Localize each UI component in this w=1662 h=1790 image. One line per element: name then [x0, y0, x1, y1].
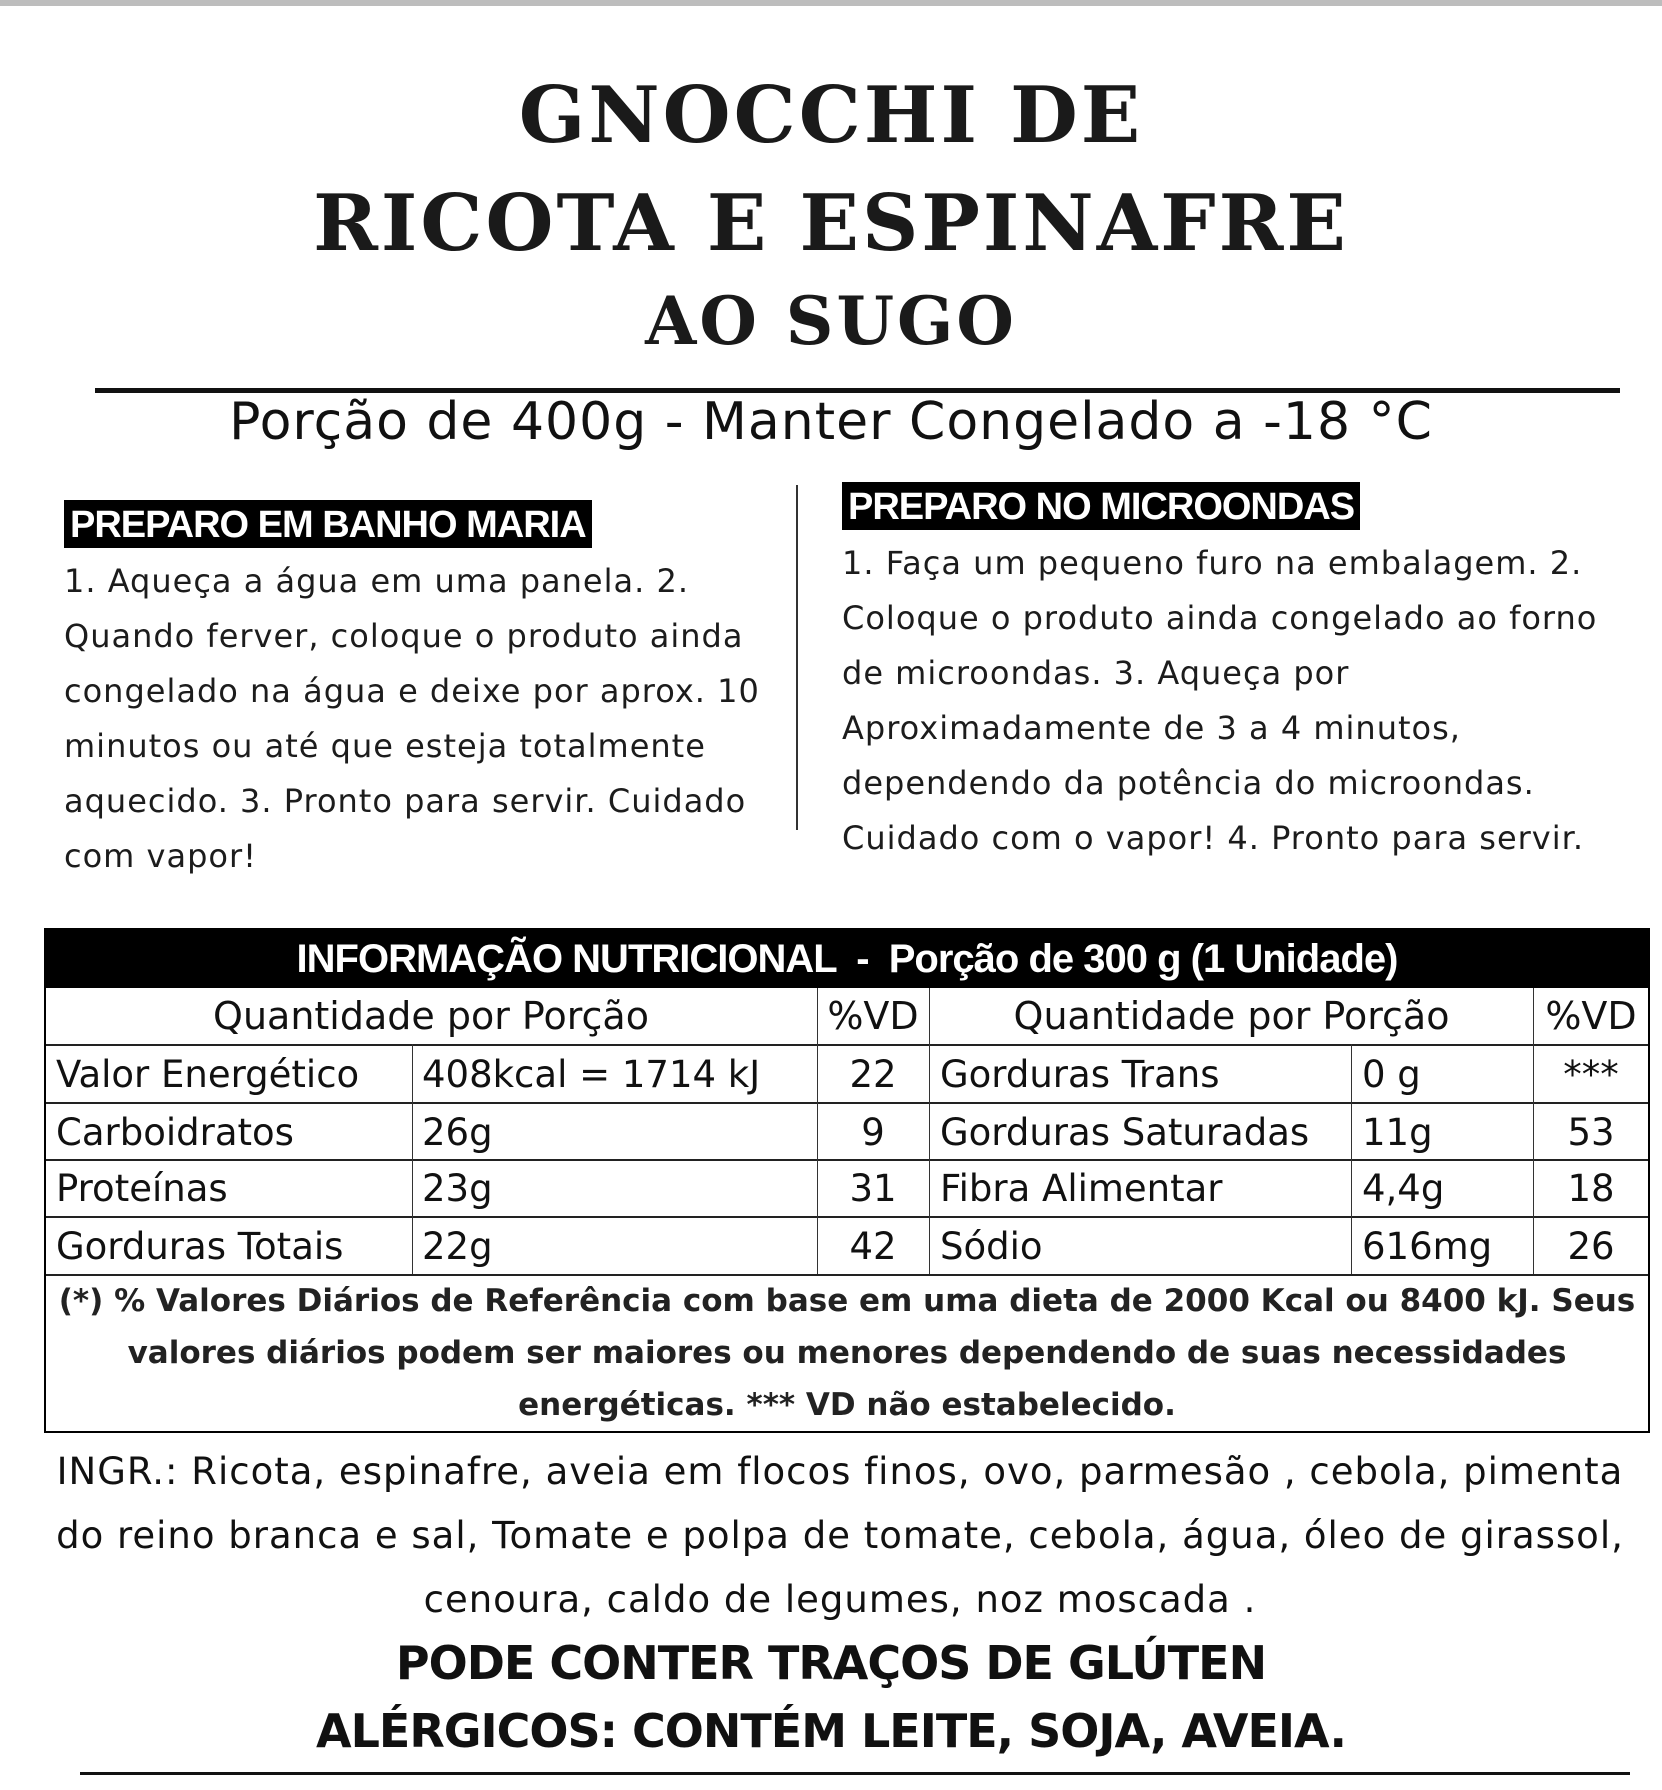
- prep-water-section: [64, 500, 774, 884]
- nutrient-name: Fibra Alimentar: [940, 1166, 1223, 1210]
- top-edge: [0, 0, 1662, 6]
- column-divider: [796, 485, 798, 830]
- product-title-line-3: AO SUGO: [645, 282, 1017, 360]
- nutrient-name: Sódio: [940, 1224, 1043, 1268]
- nutrient-amount: 22g: [422, 1224, 493, 1268]
- col-line: [1533, 988, 1534, 1274]
- portion-storage-line: Porção de 400g - Manter Congelado a -18 °C: [229, 392, 1433, 452]
- row-line: [46, 1102, 1648, 1104]
- nutrient-name: Proteínas: [56, 1166, 228, 1210]
- nutrient-amount: 23g: [422, 1166, 493, 1210]
- prep-micro-section: [842, 482, 1632, 866]
- product-title-line-1: GNOCCHI DE: [518, 70, 1144, 161]
- nutrient-vd: 26: [1567, 1224, 1615, 1268]
- nutrient-name: Gorduras Totais: [56, 1224, 344, 1268]
- nutrient-amount: 26g: [422, 1110, 493, 1154]
- nutrient-name: Carboidratos: [56, 1110, 294, 1154]
- col-line: [412, 1044, 413, 1274]
- nutrient-name: Gorduras Trans: [940, 1052, 1220, 1096]
- left-vd-header: %VD: [827, 994, 919, 1038]
- nutrient-vd: 9: [861, 1110, 885, 1154]
- nutrient-name: Valor Energético: [56, 1052, 360, 1096]
- bottom-divider: [80, 1772, 1630, 1775]
- nutrient-amount: 616mg: [1362, 1224, 1493, 1268]
- gluten-warning: PODE CONTER TRAÇOS DE GLÚTEN: [395, 1636, 1267, 1690]
- nutrient-amount: 11g: [1362, 1110, 1433, 1154]
- allergen-warning: ALÉRGICOS: CONTÉM LEITE, SOJA, AVEIA.: [316, 1704, 1346, 1758]
- nutrient-amount: 408kcal = 1714 kJ: [422, 1052, 761, 1096]
- nutrient-vd: 31: [849, 1166, 897, 1210]
- nutrient-amount: 4,4g: [1362, 1166, 1445, 1210]
- row-line: [46, 1216, 1648, 1218]
- prep-water-instructions: 1. Aqueça a água em uma panela. 2. Quando ferver, coloque o produto ainda congelado na água e deixe por aprox. 10 minutos ou até que esteja totalmente aquecido. 3. Pronto para servir. Cuidado com vapor!: [64, 562, 760, 875]
- nutrient-vd: 22: [849, 1052, 897, 1096]
- nutrient-name: Gorduras Saturadas: [940, 1110, 1310, 1154]
- row-line: [46, 1044, 1648, 1046]
- nutrient-vd: 18: [1567, 1166, 1615, 1210]
- row-line: [46, 1159, 1648, 1161]
- prep-water-heading: PREPARO EM BANHO MARIA: [64, 500, 592, 548]
- nutrition-table: [44, 928, 1650, 1433]
- product-title-line-2: RICOTA E ESPINAFRE: [313, 178, 1349, 269]
- nutrient-amount: 0 g: [1362, 1052, 1421, 1096]
- nutrient-vd: 53: [1567, 1110, 1615, 1154]
- right-qty-header: Quantidade por Porção: [1013, 994, 1450, 1038]
- col-line: [1351, 1044, 1352, 1274]
- col-line: [817, 988, 818, 1274]
- prep-micro-instructions: 1. Faça um pequeno furo na embalagem. 2. Coloque o produto ainda congelado ao forno de microondas. 3. Aqueça por Aproximadamente de 3 a 4 minutos, dependendo da potência do microondas. Cuidado com o vapor! 4. Pronto para servir.: [842, 544, 1598, 857]
- ingredients-text: INGR.: Ricota, espinafre, aveia em flocos finos, ovo, parmesão , cebola, pimenta do reino branca e sal, Tomate e polpa de tomate, cebola, água, óleo de girassol, cenoura, caldo de legumes, noz moscada .: [56, 1450, 1624, 1621]
- nutrition-heading: INFORMAÇÃO NUTRICIONAL - Porção de 300 g (1 Unidade): [46, 930, 1648, 988]
- nutrition-footnote: (*) % Valores Diários de Referência com base em uma dieta de 2000 Kcal ou 8400 kJ. Seus valores diários podem ser maiores ou menores dependendo de suas necessidades energéticas. *** VD não estabelecido.: [58, 1283, 1636, 1423]
- nutrient-vd: 42: [849, 1224, 897, 1268]
- col-line: [929, 988, 930, 1274]
- prep-micro-heading: PREPARO NO MICROONDAS: [842, 482, 1360, 530]
- nutrient-vd: ***: [1563, 1052, 1619, 1096]
- left-qty-header: Quantidade por Porção: [213, 994, 649, 1038]
- right-vd-header: %VD: [1545, 994, 1637, 1038]
